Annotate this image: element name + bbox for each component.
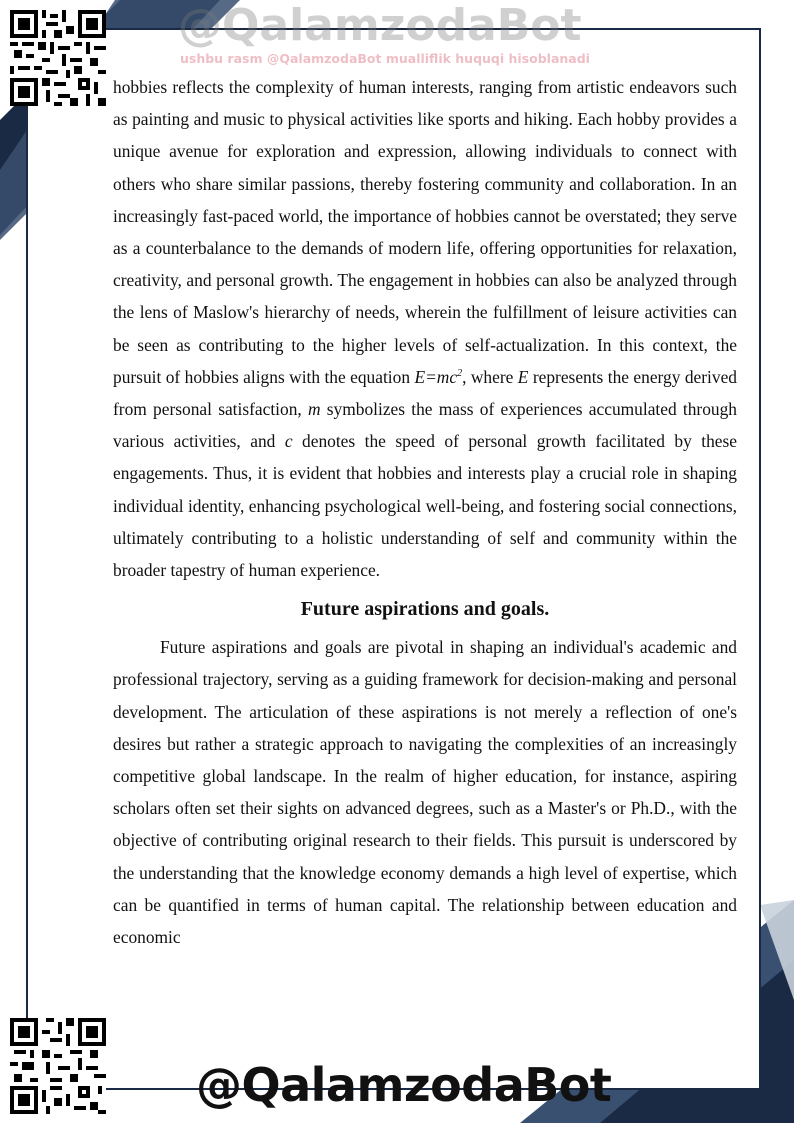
- variable-c: c: [284, 431, 293, 452]
- document-body: [113, 71, 737, 953]
- paragraph-text: symbolizes the mass of experiences accumulated through various activities, and: [113, 399, 737, 452]
- watermark-title: @QalamzodaBot: [178, 0, 582, 51]
- paragraph-text: represents the energy derived from personal satisfaction,: [113, 366, 737, 420]
- section-heading: Future aspirations and goals.: [300, 598, 550, 621]
- qr-code-icon: [10, 10, 106, 106]
- equation-exponent: 2: [457, 367, 463, 379]
- variable-e: E: [517, 366, 529, 387]
- qr-code-icon: [10, 1018, 106, 1114]
- paragraph-hobbies: [113, 71, 737, 586]
- equation-base: E=mc: [414, 366, 458, 387]
- variable-m: m: [307, 399, 321, 420]
- watermark-bottom: @QalamzodaBot: [196, 1058, 612, 1112]
- paragraph-text: hobbies reflects the complexity of human interests, ranging from artistic endeavors such as painting and music to physical activities like sports and hiking. Each hobby provides a unique avenue for exploration and expression, allowing individuals to connect with others who share similar passions, thereby fostering community and collaboration. In an increasingly fast-paced world, the importance of hobbies cannot be overstated; they serve as a counterbalance to the demands of modern life, offering opportunities for relaxation, creativity, and personal growth. The engagement in hobbies can also be analyzed through the lens of Maslow's hierarchy of needs, wherein the fulfillment of leisure activities can be seen as contributing to the higher levels of self-actualization. In this context, the pursuit of hobbies aligns with the equation: [113, 77, 737, 387]
- paragraph-aspirations: Future aspirations and goals are pivotal in shaping an individual's academic and professional trajectory, serving as a guiding framework for decision-making and personal development. The articulation of these aspirations is not merely a reflection of one's desires but rather a strategic approach to navigating the complexities of an increasingly competitive global landscape. In the realm of higher education, for instance, aspiring scholars often set their sights on advanced degrees, such as a Master's or Ph.D., with the objective of contributing original research to their fields. This pursuit is underscored by the understanding that the knowledge economy demands a high level of expertise, which can be quantified in terms of human capital. The relationship between education and economic: [113, 637, 737, 948]
- watermark-subtitle: ushbu rasm @QalamzodaBot mualliflik huquqi hisoblanadi: [180, 51, 590, 66]
- paragraph-text: denotes the speed of personal growth facilitated by these engagements. Thus, it is evident that hobbies and interests play a crucial role in shaping individual identity, enhancing psychological well-being, and fostering social connections, ultimately contributing to a holistic understanding of self and community within the broader tapestry of human experience.: [113, 431, 737, 581]
- paragraph-text: , where: [462, 366, 518, 387]
- equation: [414, 367, 462, 387]
